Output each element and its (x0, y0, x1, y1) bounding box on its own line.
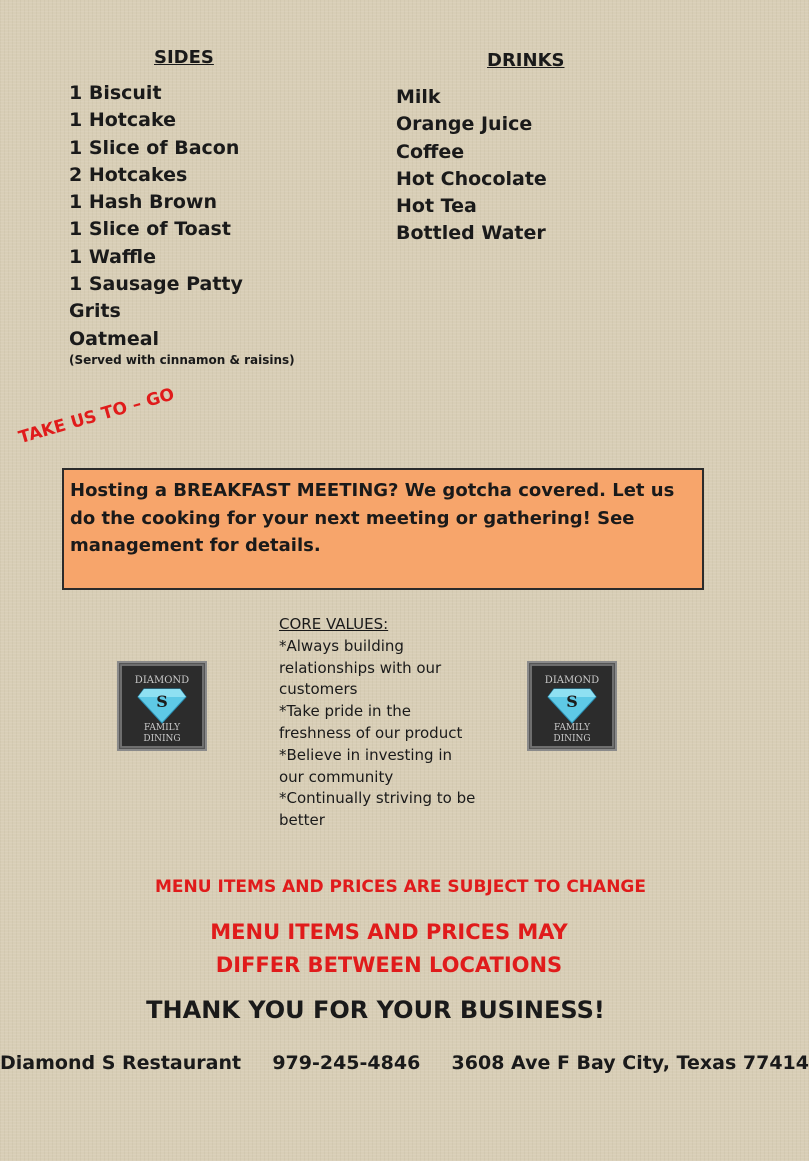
sides-item: 1 Hotcake (69, 109, 176, 132)
core-values-line: *Continually striving to be (279, 789, 476, 808)
logo-letter: S (156, 692, 168, 711)
core-values-line: *Believe in investing in (279, 745, 453, 764)
core-values-line: better (279, 811, 325, 830)
logo-bottom-line1: FAMILY (553, 723, 591, 733)
drinks-item: Hot Chocolate (396, 167, 547, 190)
core-values-line: our community (279, 767, 394, 786)
sides-item: 1 Biscuit (69, 82, 162, 104)
sides-item: Grits (69, 300, 121, 323)
drinks-list (396, 84, 547, 248)
logo-top-text: DIAMOND (134, 675, 190, 686)
diamond-s-logo-left (117, 661, 207, 751)
take-us-to-go-tag: TAKE US TO – GO (16, 384, 177, 448)
restaurant-name: Diamond S Restaurant (0, 1052, 242, 1074)
price-change-notice: MENU ITEMS AND PRICES ARE SUBJECT TO CHANGE (155, 877, 646, 897)
sides-item: 1 Hash Brown (69, 191, 217, 214)
sides-list (69, 80, 295, 367)
location-notice-line1: MENU ITEMS AND PRICES MAY (210, 920, 568, 944)
drinks-item: Orange Juice (396, 113, 533, 136)
core-values-line: customers (279, 680, 358, 699)
thank-you-message: THANK YOU FOR YOUR BUSINESS! (146, 996, 605, 1024)
logo-top-text: DIAMOND (544, 675, 600, 686)
drinks-item: Hot Tea (396, 195, 477, 218)
sides-item: Oatmeal (69, 327, 160, 350)
core-values-line: freshness of our product (279, 723, 463, 742)
diamond-s-logo-right (527, 661, 617, 751)
logo-bottom-line2: DINING (553, 734, 591, 744)
logo-bottom-line1: FAMILY (143, 723, 181, 733)
core-values-line: *Always building (279, 636, 404, 655)
core-values-line: *Take pride in the (279, 702, 411, 721)
core-values-line: relationships with our (279, 658, 442, 677)
sides-item: 1 Sausage Patty (69, 273, 243, 296)
core-values-title: CORE VALUES: (279, 615, 389, 633)
location-notice-line2: DIFFER BETWEEN LOCATIONS (215, 953, 563, 977)
drinks-item: Milk (396, 86, 441, 108)
oatmeal-note: (Served with cinnamon & raisins) (69, 352, 295, 367)
sides-item: 2 Hotcakes (69, 163, 188, 186)
logo-letter: S (566, 692, 578, 711)
sides-item: 1 Slice of Toast (69, 218, 231, 241)
sides-item: 1 Slice of Bacon (69, 136, 240, 159)
breakfast-meeting-promo: Hosting a BREAKFAST MEETING? We gotcha covered. Let us do the cooking for your next meeting or gathering! See management for details. (62, 468, 704, 590)
drinks-heading: DRINKS (487, 50, 565, 71)
restaurant-phone: 979-245-4846 (272, 1052, 421, 1074)
diamond-icon (529, 663, 615, 749)
footer (0, 1052, 809, 1074)
sides-heading: SIDES (154, 47, 214, 68)
restaurant-address: 3608 Ave F Bay City, Texas 77414 (451, 1052, 809, 1074)
diamond-icon (119, 663, 205, 749)
drinks-item: Coffee (396, 140, 465, 163)
core-values (279, 614, 509, 832)
drinks-item: Bottled Water (396, 222, 546, 245)
logo-bottom-line2: DINING (143, 734, 181, 744)
sides-item: 1 Waffle (69, 245, 157, 268)
